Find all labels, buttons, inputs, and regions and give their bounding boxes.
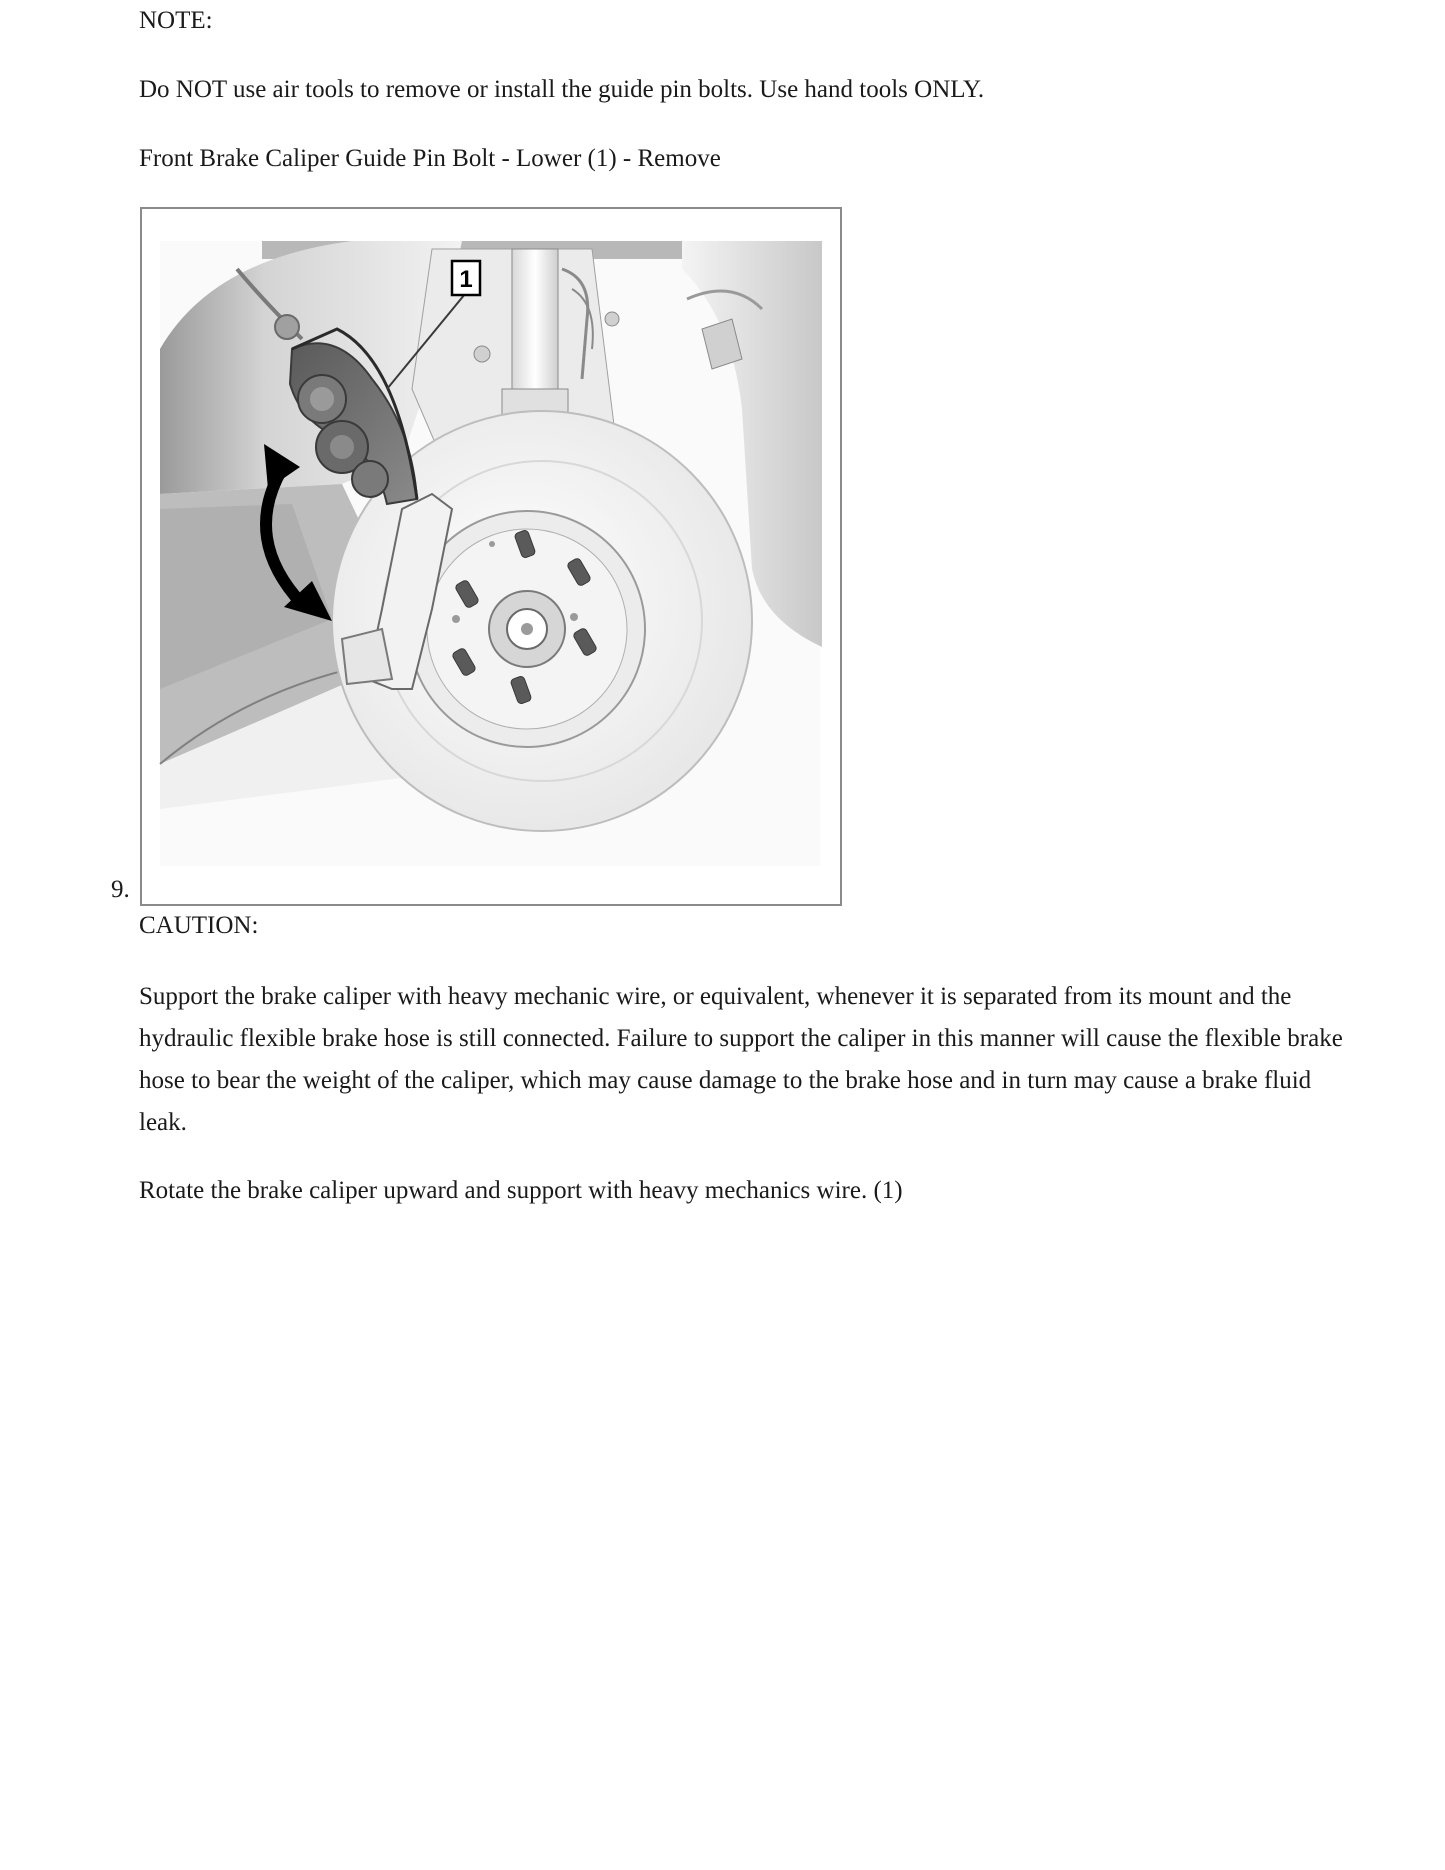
step-number: 9. [111, 876, 130, 903]
caution-label: CAUTION: [139, 912, 259, 939]
callout-number: 1 [459, 266, 473, 293]
note-label: NOTE: [139, 7, 213, 34]
step-title: Front Brake Caliper Guide Pin Bolt - Lower (1) - Remove [139, 145, 721, 172]
brake-caliper-figure [140, 207, 842, 906]
instruction-text: Rotate the brake caliper upward and support with heavy mechanics wire. (1) [139, 1177, 903, 1204]
callout-marker [452, 261, 480, 295]
caution-text: Support the brake caliper with heavy mechanic wire, or equivalent, whenever it is separated from its mount and the hydraulic flexible brake hose is still connected. Failure to support the caliper in this manner will cause the flexible brake hose to bear the weight of the caliper, which may cause damage to the brake hose and in turn may cause a brake fluid leak. [139, 983, 1343, 1136]
brake-caliper-illustration [142, 209, 840, 904]
note-text: Do NOT use air tools to remove or install the guide pin bolts. Use hand tools ONLY. [139, 76, 985, 103]
